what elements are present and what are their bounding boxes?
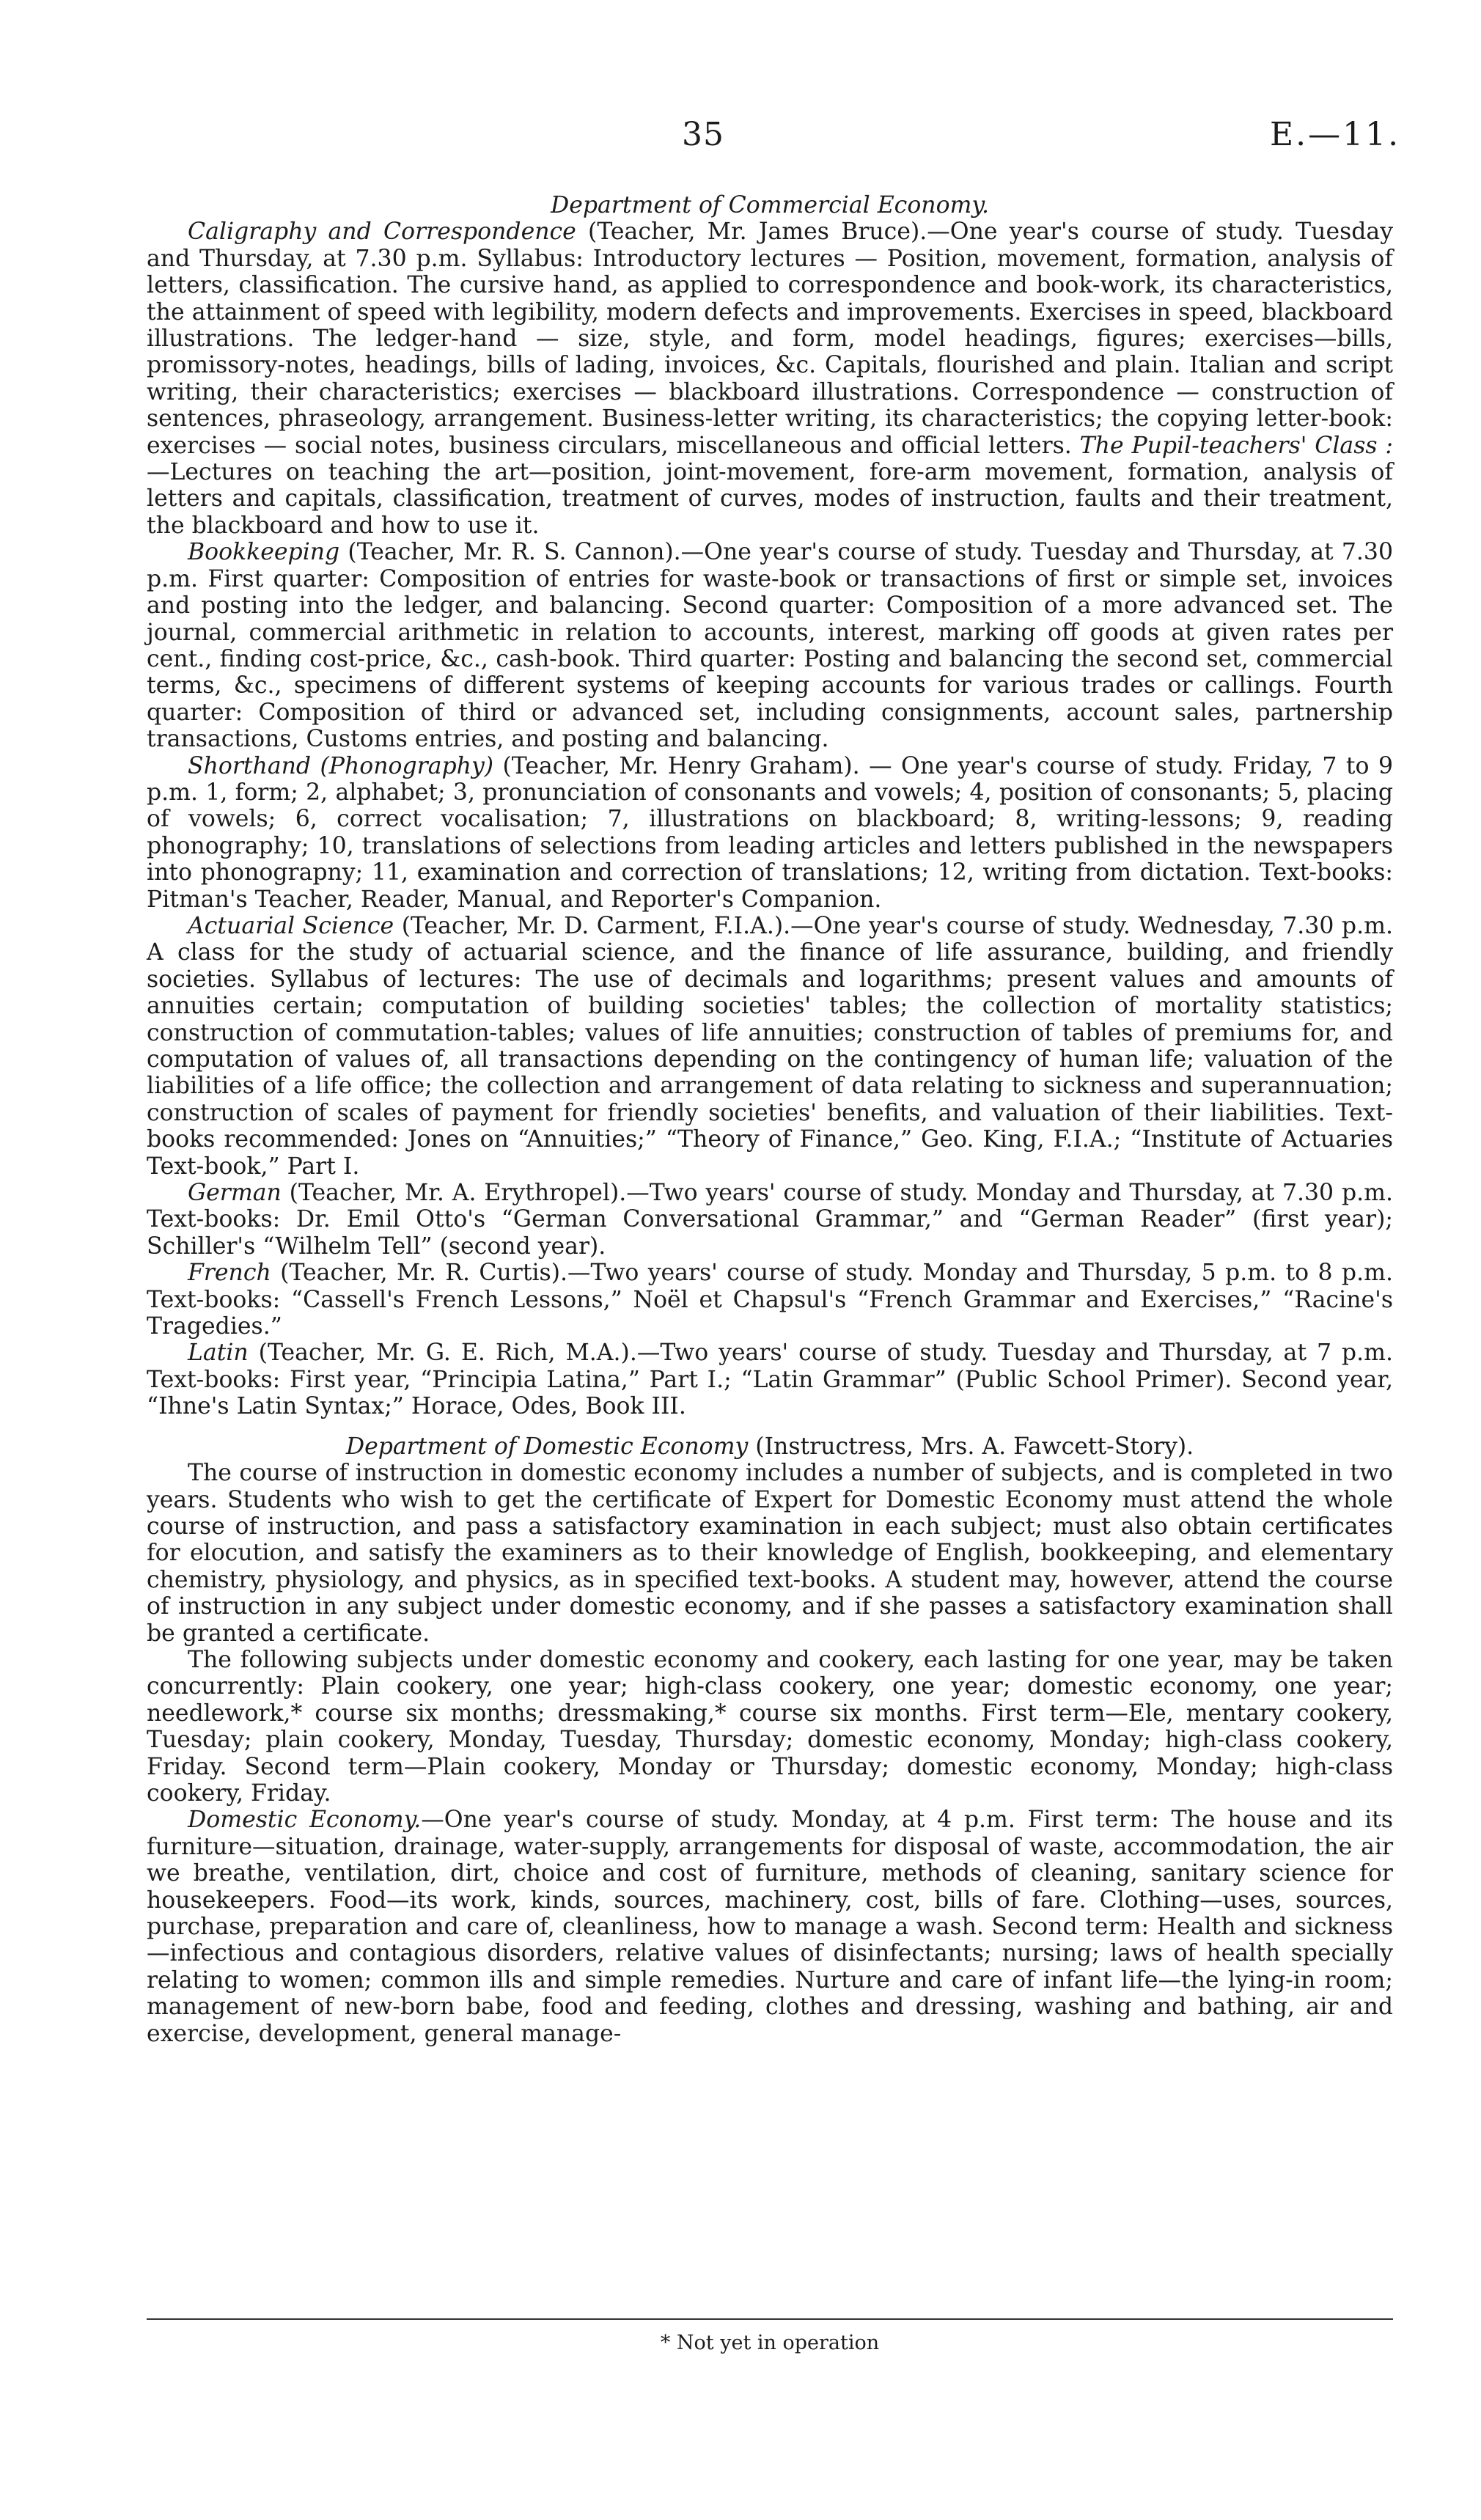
german-title: German — [188, 1180, 282, 1207]
shorthand-text: (Teacher, Mr. Henry Graham). — One year's course of study. Friday, 7 to 9 p.m. 1, form; 2, alphabet; 3, pronunciation of consonants and vowels; 4, position of consonants; 5, placing of vowels; 6, correct vocalisation; 7, illustrations on blackboard; 8, writing-lessons; 9, reading phonography; 10, translations of selections from leading articles and letters published in the newspapers into phonograpny; 11, examination and correction of translations; 12, writing from dictation. Text-books: Pitman's Teacher, Reader, Manual, and Reporter's Companion. — [147, 752, 1394, 913]
caligraphy-paragraph — [147, 218, 1393, 539]
shorthand-paragraph — [147, 753, 1393, 913]
caligraphy-text: (Teacher, Mr. James Bruce).—One year's course of study. Tuesday and Thursday, at 7.30 p.m. Syllabus: Introductory lectures — Position, movement, formation, analysis of letters, classification. The cursive hand, as applied to correspondence and book-work, its characteristics, the attainment of speed with legibility, modern defects and improvements. Exercises in speed, blackboard illustrations. The ledger-hand — size, style, and form, model headings, figures; exercises—bills, promissory-notes, headings, bills of lading, invoices, &c. Capitals, flourished and plain. Italian and script writing, their characteristics; exercises — blackboard illustrations. Correspondence — construction of sentences, phraseology, arrangement. Business-letter writing, its characteristics; the copying letter-book: exercises — social notes, business circulars, miscellaneous and official letters. — [147, 218, 1393, 459]
actuarial-title: Actuarial Science — [188, 912, 394, 939]
section-spacer — [147, 1420, 1393, 1433]
domestic-department-heading — [147, 1433, 1393, 1460]
pupil-teachers-class-title: The Pupil-teachers' Class : — [1079, 432, 1393, 459]
domestic-heading-title: Department of Domestic Economy — [345, 1433, 749, 1460]
bookkeeping-paragraph — [147, 539, 1393, 752]
shorthand-title: Shorthand (Phonography) — [188, 752, 494, 779]
footnote: * Not yet in operation — [660, 2332, 880, 2354]
latin-title: Latin — [188, 1340, 249, 1367]
domestic-economy-paragraph — [147, 1807, 1393, 2047]
domestic-intro-paragraph: The course of instruction in domestic economy includes a number of subjects, and is completed in two years. Students who wish to get the certificate of Expert for Domestic Economy must attend the whole course of instruction, and pass a satisfactory examination in each subject; must also obtain certificates for elocution, and satisfy the examiners as to their knowledge of English, bookkeeping, and elementary chemistry, physiology, and physics, as in specified text-books. A student may, however, attend the course of instruction in any subject under domestic economy, and if she passes a satisfactory examination shall be granted a certificate. — [147, 1460, 1393, 1647]
latin-paragraph — [147, 1340, 1393, 1419]
domestic-subjects-paragraph: The following subjects under domestic economy and cookery, each lasting for one year, may be taken concurrently: Plain cookery, one year; high-class cookery, one year; domestic economy, one year; needlework,* course six months; dressmaking,* course six months. First term—Ele, mentary cookery, Tuesday; plain cookery, Monday, Tuesday, Thursday; domestic economy, Monday; high-class cookery, Friday. Second term—Plain cookery, Monday or Thursday; domestic economy, Monday; high-class cookery, Friday. — [147, 1646, 1393, 1807]
french-text: (Teacher, Mr. R. Curtis).—Two years' course of study. Monday and Thursday, 5 p.m. to 8 p.m. Text-books: “Cassell's French Lessons,” Noël et Chapsul's “French Grammar and Exercises,” “Racine's Tragedies.” — [147, 1260, 1393, 1340]
latin-text: (Teacher, Mr. G. E. Rich, M.A.).—Two years' course of study. Tuesday and Thursday, at 7 p.m. Text-books: First year, “Principia Latina,” Part I.; “Latin Grammar” (Public School Primer). Second year, “Ihne's Latin Syntax;” Horace, Odes, Book III. — [147, 1340, 1393, 1420]
actuarial-text: (Teacher, Mr. D. Carment, F.I.A.).—One year's course of study. Wednesday, 7.30 p.m. A class for the study of actuarial science, and the finance of life assurance, building, and friendly societies. Syllabus of lectures: The use of decimals and logarithms; present values and amounts of annuities certain; computation of building societies' tables; the collection of mortality statistics; construction of commutation-tables; values of life annuities; construction of tables of premiums for, and computation of values of, all transactions depending on the contingency of human life; valuation of the liabilities of a life office; the collection and arrangement of data relating to sickness and superannuation; construction of scales of payment for friendly societies' benefits, and valuation of their liabilities. Text-books recommended: Jones on “Annuities;” “Theory of Finance,” Geo. King, F.I.A.; “Institute of Actuaries Text-book,” Part I. — [147, 912, 1393, 1180]
pupil-teachers-class-text: —Lectures on teaching the art—position, joint-movement, fore-arm movement, formation, analysis of letters and capitals, classification, treatment of curves, modes of instruction, faults and their treatment, the blackboard and how to use it. — [147, 459, 1393, 539]
footnote-divider — [147, 2318, 1393, 2320]
caligraphy-title: Caligraphy and Correspondence — [188, 218, 576, 246]
german-text: (Teacher, Mr. A. Erythropel).—Two years' course of study. Monday and Thursday, at 7.30 p.m. Text-books: Dr. Emil Otto's “German Conversational Grammar,” and “German Reader” (first year); Schiller's “Wilhelm Tell” (second year). — [147, 1180, 1394, 1260]
actuarial-paragraph — [147, 913, 1393, 1180]
domestic-economy-text: —One year's course of study. Monday, at 4 p.m. First term: The house and its furniture—situation, drainage, water-supply, arrangements for disposal of waste, accommodation, the air we breathe, ventilation, dirt, choice and cost of furniture, methods of cleaning, sanitary science for housekeepers. Food—its work, kinds, sources, machinery, cost, bills of fare. Clothing—uses, sources, purchase, preparation and care of, cleanliness, how to manage a wash. Second term: Health and sickness—infectious and contagious disorders, relative values of disinfectants; nursing; laws of health specially relating to women; common ills and simple remedies. Nurture and care of infant life—the lying-in room; management of new-born babe, food and feeding, clothes and dressing, washing and bathing, air and exercise, development, general manage- — [147, 1807, 1393, 2047]
page-number: 35 — [682, 116, 724, 153]
bookkeeping-text: (Teacher, Mr. R. S. Cannon).—One year's course of study. Tuesday and Thursday, at 7.30 p.m. First quarter: Composition of entries for waste-book or transactions of first or simple set, invoices and posting into the ledger, and balancing. Second quarter: Composition of a more advanced set. The journal, commercial arithmetic in relation to accounts, interest, marking off goods at given rates per cent., finding cost-price, &c., cash-book. Third quarter: Posting and balancing the second set, commercial terms, &c., specimens of different systems of keeping accounts for various trades or callings. Fourth quarter: Composition of third or advanced set, including consignments, account sales, partnership transactions, Customs entries, and posting and balancing. — [147, 539, 1393, 753]
document-reference: E.—11. — [1270, 116, 1401, 153]
commercial-department-heading: Department of Commercial Economy. — [550, 192, 990, 218]
main-text-column — [147, 192, 1393, 2047]
french-title: French — [188, 1260, 271, 1287]
french-paragraph — [147, 1260, 1393, 1340]
domestic-heading-instructress: (Instructress, Mrs. A. Fawcett-Story). — [755, 1433, 1194, 1460]
german-paragraph — [147, 1180, 1393, 1260]
bookkeeping-title: Bookkeeping — [188, 539, 340, 566]
domestic-economy-title: Domestic Economy. — [188, 1807, 422, 1834]
